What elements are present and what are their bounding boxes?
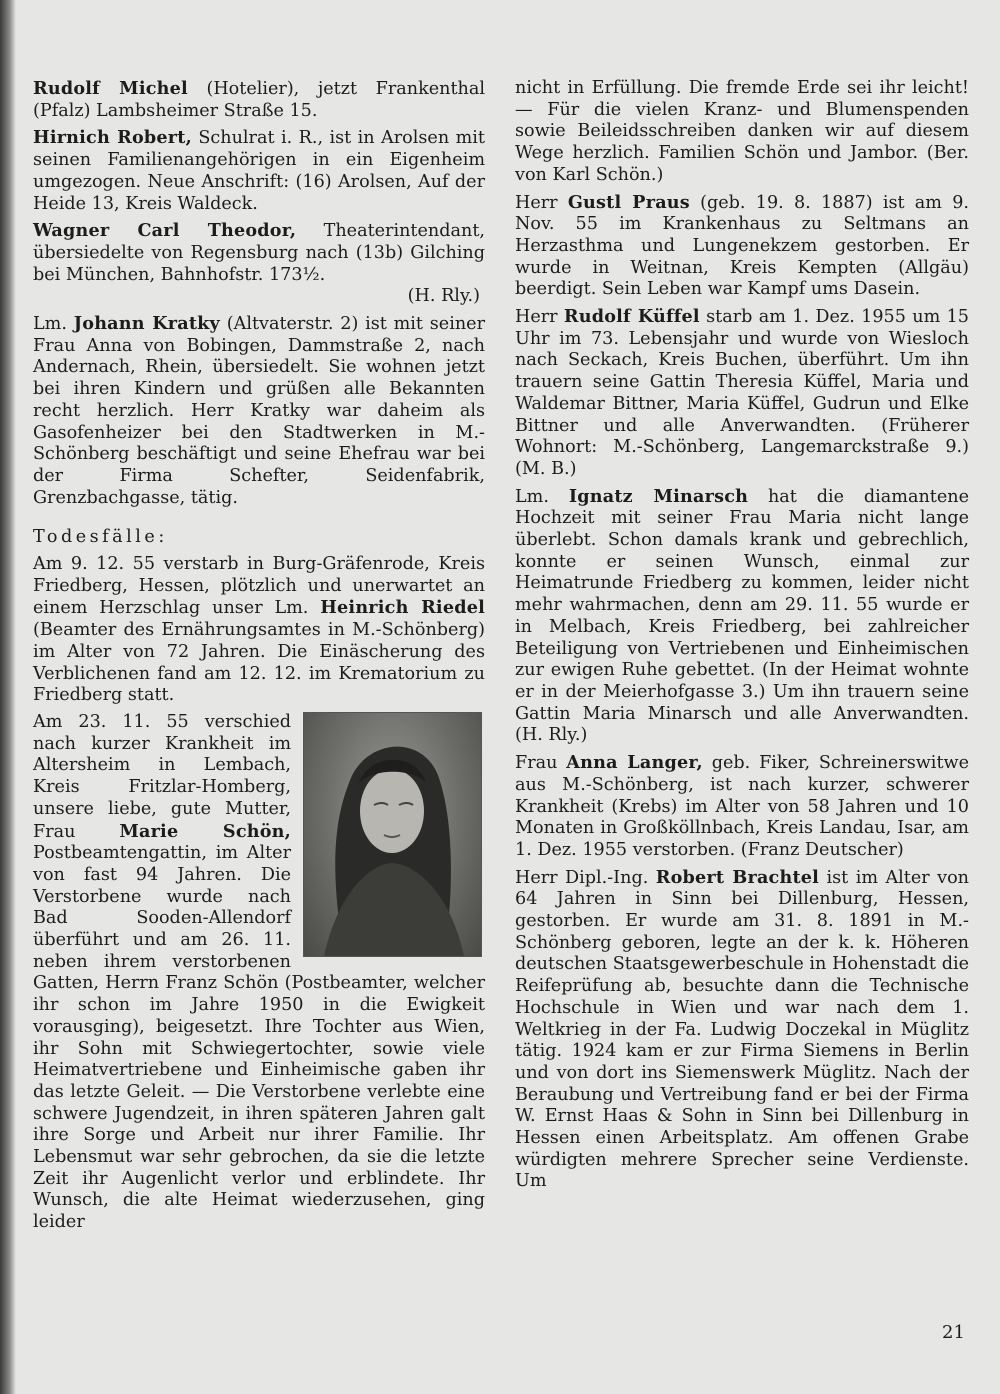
notice-anna-langer: Frau Anna Langer, geb. Fiker, Schreinerswitwe aus M.-Schönberg, ist nach kurzer, schwerer Krankheit (Krebs) im Alter von 58 Jahren und 10 Monaten in Großköllnbach, Kreis Landau, Isar, am 1. Dez. 1955 verstorben. (Franz Deutscher) bbox=[515, 752, 969, 860]
notice-credit: (H. Rly.) bbox=[407, 286, 480, 307]
person-name: Wagner Carl Theodor, bbox=[33, 220, 297, 242]
person-name: Hirnich Robert, bbox=[33, 127, 192, 149]
person-name: Marie Schön, bbox=[119, 820, 291, 842]
person-name: Ignatz Minarsch bbox=[568, 485, 749, 507]
left-column bbox=[33, 78, 485, 1239]
person-name: Gustl Praus bbox=[567, 191, 690, 213]
notice-hirnich-robert: Hirnich Robert, Schulrat i. R., ist in Arolsen mit seinen Familienangehörigen in ein Eigenheim umgezogen. Neue Anschrift: (16) Arolsen, Auf der Heide 13, Kreis Waldeck. bbox=[33, 127, 485, 214]
notice-rudolf-michel: Rudolf Michel (Hotelier), jetzt Frankenthal (Pfalz) Lambsheimer Straße 15. bbox=[33, 78, 485, 121]
notice-wagner-carl-theodor: Wagner Carl Theodor, Theaterintendant, übersiedelte von Regensburg nach (13b) Gilching bei München, Bahnhofstr. 173½. bbox=[33, 220, 485, 285]
page-number: 21 bbox=[942, 1322, 965, 1343]
notice-continuation: nicht in Erfüllung. Die fremde Erde sei ihr leicht! — Für die vielen Kranz- und Blumenspenden sowie Beileidsschreiben danken wir auf diesem Wege herzlich. Familien Schön und Jambor. (Ber. von Karl Schön.) bbox=[515, 78, 969, 185]
portrait-photo-frame bbox=[303, 712, 480, 955]
person-name: Anna Langer, bbox=[566, 752, 703, 774]
person-name: Heinrich Riedel bbox=[320, 597, 485, 619]
person-name: Robert Brachtel bbox=[655, 866, 820, 888]
person-name: Rudolf Küffel bbox=[563, 306, 700, 328]
notice-marie-schoen: Am 23. 11. 55 verschied nach kurzer Krankheit im Altersheim in Lembach, Kreis Fritzlar-Homberg, unsere liebe, gute Mutter, Frau Marie Schön, Postbeamtengattin, im Alter von fast 94 Jahren. Die Verstorbene wurde nach Bad Sooden-Allendorf überführt und am 26. 11. neben ihrem verstorbenen Gatten, Herrn Franz Schön (Postbeamter, welcher ihr schon im Jahre 1950 in die Ewigkeit vorausging), beigesetzt. Ihre Tochter aus Wien, ihr Sohn mit Schwiegertochter, sowie viele Heimatvertriebene und Einheimische gaben ihr das letzte Geleit. — Die Verstorbene verlebte eine schwere Jugendzeit, in ihren späteren Jahren galt ihre Sorge und Arbeit nur ihrer Familie. Ihr Lebensmut war sehr gebrochen, da sie die letzte Zeit ihr Augenlicht verlor und erblindete. Ihr Wunsch, die alte Heimat wiederzusehen, ging leider bbox=[33, 711, 485, 1233]
page-binding-shadow bbox=[0, 0, 16, 1394]
notice-gustl-praus: Herr Gustl Praus (geb. 19. 8. 1887) ist am 9. Nov. 55 im Krankenhaus zu Seltmans an Herzasthma und Lungenekzem gestorben. Er wurde in Weitnan, Kreis Kempten (Allgäu) beerdigt. Sein Leben war Kampf ums Dasein. bbox=[515, 191, 969, 300]
notice-ignatz-minarsch: Lm. Ignatz Minarsch hat die diamantene Hochzeit mit seiner Frau Maria nicht lange überlebt. Schon damals krank und gebrechlich, konnte er seinen Wunsch, einmal zur Heimatrunde Friedberg zu kommen, leider nicht mehr wahrmachen, denn am 29. 11. 55 wurde er in Melbach, Kreis Friedberg, bei zahlreicher Beteiligung von Vertriebenen und Einheimischen zur ewigen Ruhe gebettet. (In der Heimat wohnte er in der Meierhofgasse 3.) Um ihn trauern seine Gattin Maria Minarsch und alle Anverwandten. (H. Rly.) bbox=[515, 485, 970, 746]
person-name: Rudolf Michel bbox=[33, 78, 188, 99]
right-column bbox=[515, 78, 969, 1198]
notice-johann-kratky: Lm. Johann Kratky (Altvaterstr. 2) ist mit seiner Frau Anna von Bobingen, Dammstraße 2, nach Andernach, Rhein, übersiedelt. Sie wohnen jetzt bei ihren Kindern und grüßen alle Bekannten recht herzlich. Herr Kratky war daheim als Gasofenheizer bei den Stadtwerken in M.-Schönberg beschäftigt und seine Ehefrau war bei der Firma Schefter, Seidenfabrik, Grenzbachgasse, tätig. bbox=[33, 313, 485, 508]
notice-heinrich-riedel: Am 9. 12. 55 verstarb in Burg-Gräfenrode, Kreis Friedberg, Hessen, plötzlich und unerwartet an einem Herzschlag unser Lm. Heinrich Riedel (Beamter des Ernährungsamtes in M.-Schönberg) im Alter von 72 Jahren. Die Einäscherung des Verblichenen fand am 12. 12. im Krematorium zu Friedberg statt. bbox=[33, 554, 485, 706]
notice-rudolf-kueffel: Herr Rudolf Küffel starb am 1. Dez. 1955 um 15 Uhr im 73. Lebensjahr und wurde von Wiesloch nach Seckach, Kreis Buchen, überführt. Um ihn trauern seine Gattin Theresia Küffel, Maria und Waldemar Bittner, Maria Küffel, Gudrun und Elke Bittner und alle Anverwandten. (Früherer Wohnort: M.-Schönberg, Langemarckstraße 9.) (M. B.) bbox=[515, 306, 969, 479]
person-name: Johann Kratky bbox=[73, 313, 220, 335]
portrait-photo bbox=[303, 712, 482, 957]
notice-robert-brachtel: Herr Dipl.-Ing. Robert Brachtel ist im Alter von 64 Jahren in Sinn bei Dillenburg, Hessen, gestorben. Er wurde am 31. 8. 1891 in M.-Schönberg geboren, legte an der k. k. Höheren deutschen Staatsgewerbeschule in Hohenstadt die Reifeprüfung ab, besuchte dann die Technische Hochschule in Wien und war nach dem 1. Weltkrieg in der Fa. Ludwig Doczekal in Müglitz tätig. 1924 kam er zur Firma Siemens in Berlin und von dort ins Siemenswerk Müglitz. Nach der Beraubung und Vertreibung fand er bei der Firma W. Ernst Haas & Sohn in Sinn bei Dillenburg in Hessen einen Arbeitsplatz. Am offenen Grabe würdigten mehrere Sprecher seine Verdienste. Um bbox=[515, 866, 969, 1192]
section-heading-deaths: Todesfälle: bbox=[33, 527, 168, 548]
